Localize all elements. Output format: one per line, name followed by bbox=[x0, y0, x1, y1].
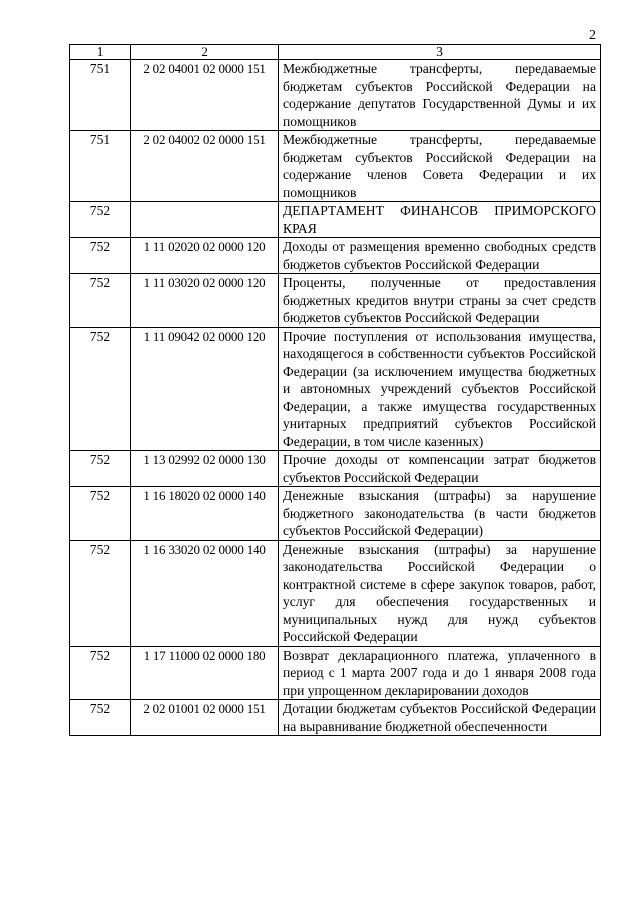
budget-code-cell: 1 16 18020 02 0000 140 bbox=[131, 487, 279, 541]
table-row bbox=[70, 60, 601, 131]
table-row bbox=[70, 540, 601, 646]
page-number: 2 bbox=[589, 28, 596, 43]
table-row bbox=[70, 238, 601, 274]
income-name-cell: Проценты, полученные от предоставления бюджетных кредитов внутри страны за счет средств бюджетов субъектов Российской Федерации bbox=[279, 274, 601, 328]
table-row bbox=[70, 700, 601, 736]
budget-classification-table bbox=[69, 44, 601, 736]
table-row bbox=[70, 646, 601, 700]
admin-code-cell: 752 bbox=[70, 700, 131, 736]
income-name-cell: Дотации бюджетам субъектов Российской Федерации на выравнивание бюджетной обеспеченности bbox=[279, 700, 601, 736]
admin-code-cell: 752 bbox=[70, 487, 131, 541]
budget-code-cell bbox=[131, 202, 279, 238]
income-name-cell: Межбюджетные трансферты, передаваемые бюджетам субъектов Российской Федерации на содержание членов Совета Федерации и их помощников bbox=[279, 131, 601, 202]
admin-code-cell: 752 bbox=[70, 274, 131, 328]
table-row bbox=[70, 327, 601, 451]
budget-code-cell: 1 11 03020 02 0000 120 bbox=[131, 274, 279, 328]
table-row bbox=[70, 274, 601, 328]
admin-code-cell: 751 bbox=[70, 60, 131, 131]
budget-code-cell: 1 13 02992 02 0000 130 bbox=[131, 451, 279, 487]
budget-code-cell: 2 02 04001 02 0000 151 bbox=[131, 60, 279, 131]
income-name-cell: Межбюджетные трансферты, передаваемые бюджетам субъектов Российской Федерации на содержание депутатов Государственной Думы и их помощников bbox=[279, 60, 601, 131]
table-row bbox=[70, 487, 601, 541]
budget-code-cell: 2 02 04002 02 0000 151 bbox=[131, 131, 279, 202]
admin-code-cell: 752 bbox=[70, 646, 131, 700]
income-name-cell: Возврат декларационного платежа, уплаченного в период с 1 марта 2007 года и до 1 января 2008 года при упрощенном декларировании доходов bbox=[279, 646, 601, 700]
income-name-cell: Прочие доходы от компенсации затрат бюджетов субъектов Российской Федерации bbox=[279, 451, 601, 487]
admin-code-cell: 752 bbox=[70, 540, 131, 646]
income-name-cell: ДЕПАРТАМЕНТ ФИНАНСОВ ПРИМОРСКОГО КРАЯ bbox=[279, 202, 601, 238]
budget-code-cell: 2 02 01001 02 0000 151 bbox=[131, 700, 279, 736]
admin-code-cell: 752 bbox=[70, 238, 131, 274]
budget-code-cell: 1 11 09042 02 0000 120 bbox=[131, 327, 279, 451]
budget-code-cell: 1 17 11000 02 0000 180 bbox=[131, 646, 279, 700]
header-cell-2: 2 bbox=[131, 45, 279, 60]
table-row bbox=[70, 451, 601, 487]
header-cell-1: 1 bbox=[70, 45, 131, 60]
admin-code-cell: 752 bbox=[70, 202, 131, 238]
admin-code-cell: 752 bbox=[70, 327, 131, 451]
table-header-row bbox=[70, 45, 601, 60]
admin-code-cell: 752 bbox=[70, 451, 131, 487]
income-name-cell: Денежные взыскания (штрафы) за нарушение законодательства Российской Федерации о контрактной системе в сфере закупок товаров, работ, услуг для обеспечения государственных и муниципальных нужд для нужд субъектов Российской Федерации bbox=[279, 540, 601, 646]
budget-code-cell: 1 11 02020 02 0000 120 bbox=[131, 238, 279, 274]
admin-code-cell: 751 bbox=[70, 131, 131, 202]
budget-code-cell: 1 16 33020 02 0000 140 bbox=[131, 540, 279, 646]
income-name-cell: Прочие поступления от использования имущества, находящегося в собственности субъектов Российской Федерации (за исключением имущества бюджетных и автономных учреждений субъектов Российской Федерации, а также имущества государственных унитарных предприятий субъектов Российской Федерации, в том числе казенных) bbox=[279, 327, 601, 451]
table-row bbox=[70, 202, 601, 238]
table-row bbox=[70, 131, 601, 202]
income-name-cell: Денежные взыскания (штрафы) за нарушение бюджетного законодательства (в части бюджетов субъектов Российской Федерации) bbox=[279, 487, 601, 541]
header-cell-3: 3 bbox=[279, 45, 601, 60]
income-name-cell: Доходы от размещения временно свободных средств бюджетов субъектов Российской Федерации bbox=[279, 238, 601, 274]
